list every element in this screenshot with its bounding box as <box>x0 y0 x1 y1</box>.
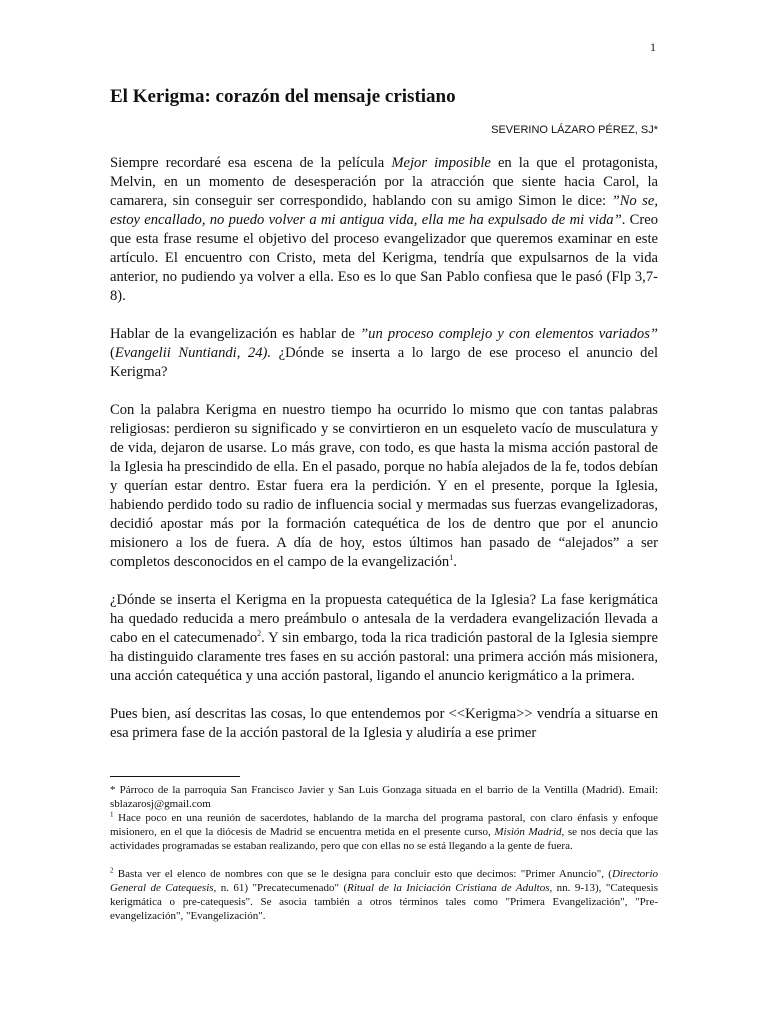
footnote-ref-2[interactable]: 2 <box>257 629 262 639</box>
footnotes <box>110 783 658 923</box>
page-number: 1 <box>650 40 656 54</box>
footnote-author: * Párroco de la parroquia San Francisco Javier y San Luis Gonzaga situada en el barrio de la Ventilla (Madrid). Email: sblazarosj@gmail.com <box>110 784 658 810</box>
paragraph-3: Con la palabra Kerigma en nuestro tiempo ha ocurrido lo mismo que con tantas palabras religiosas: perdieron su significado y se convirtieron en un esqueleto vacío de musculatura y de vida, dejaron de usarse. Lo más grave, con todo, es que hasta la misma acción pastoral de la Iglesia ha prescindido de ella. En el pasado, porque no había alejados de la fe, todos debían y querían estar dentro. Estar fuera era la perdición. Y en el presente, porque la Iglesia, habiendo perdido todo su radio de influencia social y mermadas sus fuerzas evangelizadoras, decidió apostar más por la formación catequética de los de dentro que por el anuncio misionero a los de fuera. A día de hoy, estos últimos han pasado de “alejados” a ser completos desconocidos en el campo de la evangelización$^1$. <box>110 402 658 570</box>
footnote-divider <box>110 776 240 777</box>
footnote-mark: 1 <box>110 810 114 819</box>
article-title: El Kerigma: corazón del mensaje cristiano <box>110 86 456 107</box>
citation: Evangelii Nuntiandi, 24). <box>114 345 272 361</box>
film-title: Mejor imposible <box>391 155 491 171</box>
paragraph-1: Siempre recordaré esa escena de la película Mejor imposible en la que el protagonista, Melvin, en un momento de desesperación por la atracción que siente hacia Carol, la camarera, sin conseguir ser correspondido, hablando con su amigo Simon le dice: ”No se, estoy encallado, no puedo volver a mi antigua vida, ella me ha expulsado de mi vida”. Creo que esta frase resume el objetivo del proceso evangelizador que queremos examinar en este artículo. El encuentro con Cristo, meta del Kerigma, tendría que expulsarnos de la vida anterior, no pudiendo ya volver a ella. Eso es lo que San Pablo confiesa que le pasó (Flp 3,7-8). <box>110 155 659 304</box>
paragraph-5: Pues bien, así descritas las cosas, lo que entendemos por <<Kerigma>> vendría a situarse en esa primera fase de la acción pastoral de la Iglesia y aludiría a ese primer <box>110 706 658 741</box>
quote: ”un proceso complejo y con elementos variados” <box>360 326 658 342</box>
footnote-1: $^1$ Hace poco en una reunión de sacerdotes, hablando de la marcha del programa pastoral, con claro énfasis y enfoque misionero, en el que la diócesis de Madrid se encuentra metida en el presente curso, Misión Madrid, se nos decía que las actividades programadas se estaban realizando, pero que con ellas no se está llegando a la gente de fuera. <box>110 810 658 852</box>
author-byline: SEVERINO LÁZARO PÉREZ, SJ* <box>491 124 658 136</box>
footnote-2: $^2$ Basta ver el elenco de nombres con que se le designa para concluir esto que decimos: "Primer Anuncio", (Directorio General de Catequesis, n. 61) "Precatecumenado" (Ritual de la Iniciación Cristiana de Adultos, nn. 9-13), "Catequesis kerigmática o pre-catequesis". Se asocia también a otros términos tales como "Primera Evangelización", "Pre-evangelización", "Evangelización". <box>110 866 658 922</box>
article-body <box>110 154 658 762</box>
paragraph-2: Hablar de la evangelización es hablar de ”un proceso complejo y con elementos variados” (Evangelii Nuntiandi, 24). ¿Dónde se inserta a lo largo de ese proceso el anuncio del Kerigma? <box>110 326 659 380</box>
paragraph-4: ¿Dónde se inserta el Kerigma en la propuesta catequética de la Iglesia? La fase kerigmática ha quedado reducida a mero preámbulo o antesala de la verdadera evangelización llevada a cabo en el catecumenado$^2$. Y sin embargo, toda la rica tradición pastoral de la Iglesia siempre ha distinguido claramente tres fases en su acción pastoral: una primera acción más misionera, una acción catequética y una acción pastoral, ligando el anuncio kerigmático a la primera. <box>110 592 658 684</box>
footnote-mark: * <box>110 784 116 796</box>
film-quote: ”No se, estoy encallado, no puedo volver a mi antigua vida, ella me ha expulsado de mi vida” <box>110 193 658 228</box>
footnote-mark: 2 <box>110 866 114 875</box>
footnote-ref-1[interactable]: 1 <box>449 553 454 563</box>
